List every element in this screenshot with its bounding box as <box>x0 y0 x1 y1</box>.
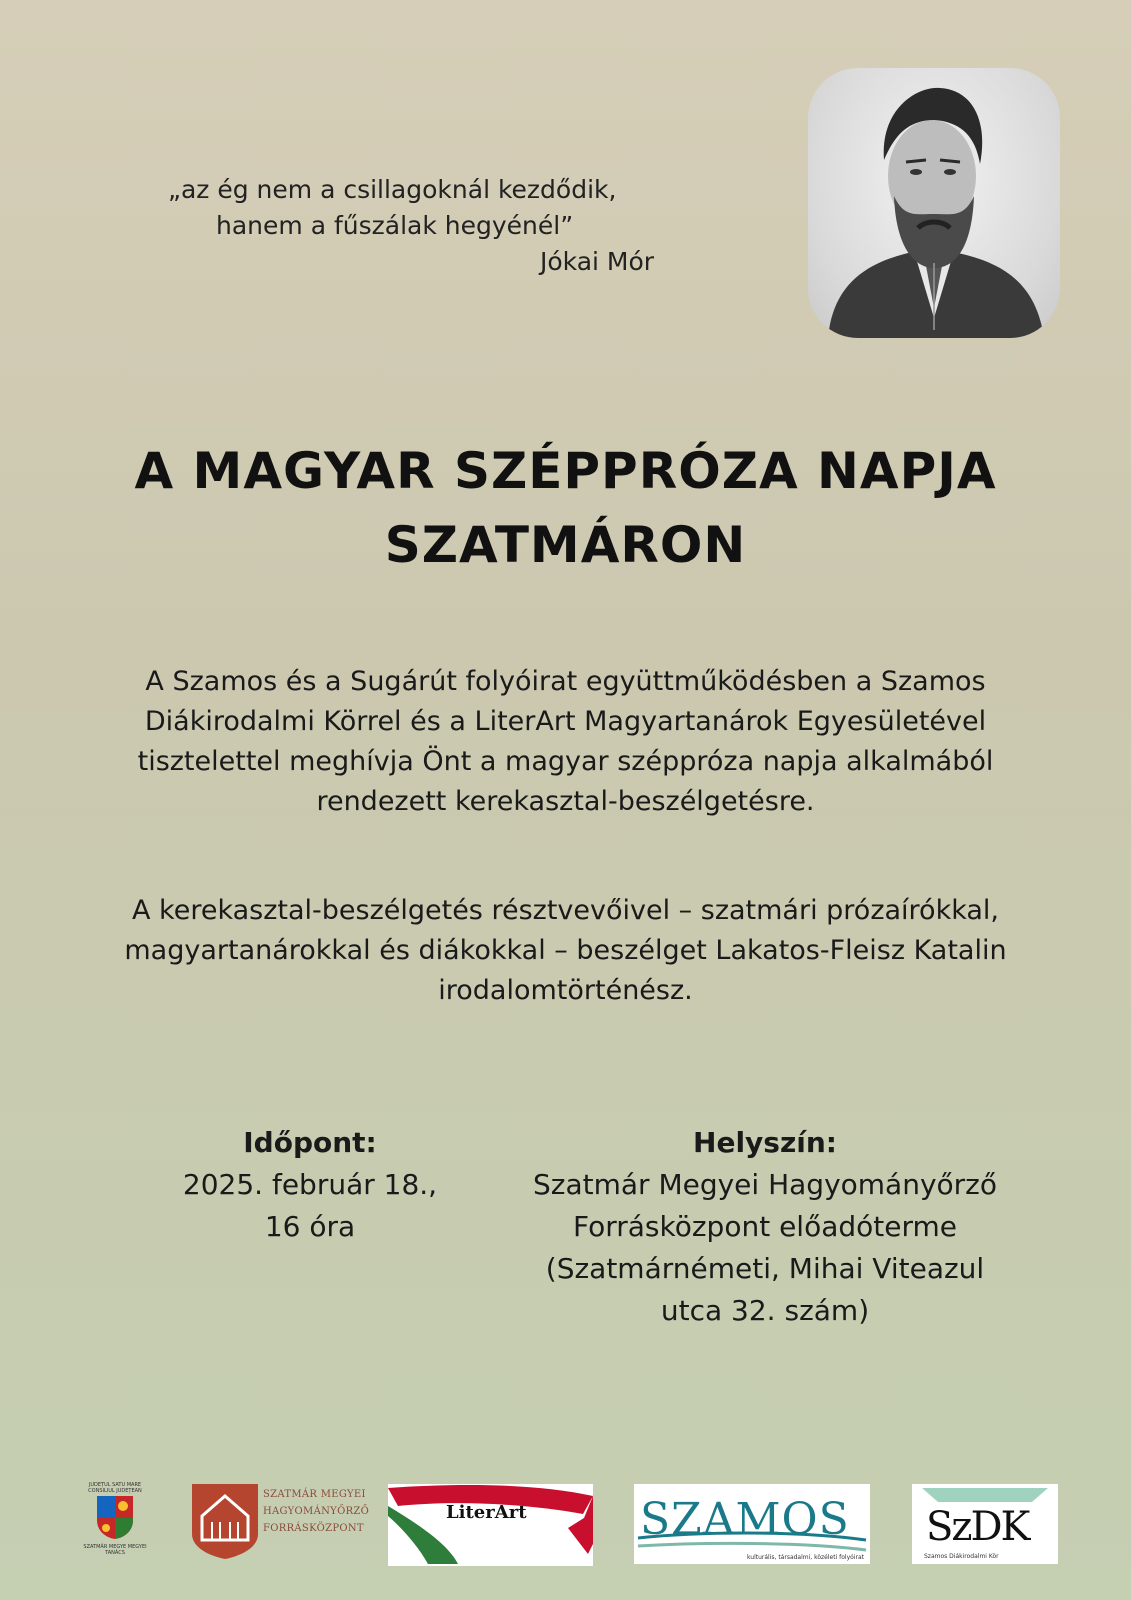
place-block <box>505 1122 1025 1332</box>
county-logo-bottom-text: SZATMÁR MEGYE MEGYEI TANÁCS <box>83 1544 147 1556</box>
literart-logo <box>388 1484 593 1566</box>
county-shield-icon <box>95 1494 135 1540</box>
szamos-name: SZAMOS <box>640 1494 850 1545</box>
quote-block <box>160 172 680 280</box>
quote-line-2: hanem a fűszálak hegyénél” <box>216 211 574 240</box>
szdk-logo <box>912 1484 1058 1564</box>
county-logo-top-text: JUDEȚUL SATU MARE CONSILIUL JUDEȚEAN <box>88 1482 142 1494</box>
quote-author: Jókai Mór <box>540 247 655 276</box>
hag-line-3: FORRÁSKÖZPONT <box>263 1523 364 1534</box>
time-block <box>150 1122 470 1248</box>
invitation-paragraph: A Szamos és a Sugárút folyóirat együttműködésben a Szamos Diákirodalmi Körrel és a LiterArt Magyartanárok Egyesületével tisztelettel meghívja Önt a magyar széppróza napja alkalmából rendezett kerekasztal-beszélgetésre. <box>137 666 994 817</box>
title-line-2: SZATMÁRON <box>384 516 747 574</box>
place-label: Helyszín: <box>693 1126 837 1159</box>
author-portrait <box>808 68 1060 338</box>
szamos-logo <box>634 1484 870 1564</box>
hag-line-2: HAGYOMÁNYŐRZŐ <box>263 1506 370 1517</box>
title-line-1: A MAGYAR SZÉPPRÓZA NAPJA <box>134 442 997 500</box>
time-date: 2025. február 18., <box>182 1168 438 1201</box>
hag-line-1: SZATMÁR MEGYEI <box>263 1489 366 1500</box>
szdk-name: SzDK <box>926 1504 1029 1550</box>
time-label: Időpont: <box>243 1126 377 1159</box>
time-hour: 16 óra <box>264 1210 356 1243</box>
event-title <box>0 434 1131 582</box>
quote-line-1: „az ég nem a csillagoknál kezdődik, <box>168 175 617 204</box>
literart-swoosh-icon <box>388 1484 593 1566</box>
szamos-subtitle: kulturális, társadalmi, közéleti folyóirat <box>746 1554 864 1561</box>
county-council-logo <box>82 1482 148 1568</box>
szdk-subtitle: Szamos Diákirodalmi Kör <box>924 1553 999 1560</box>
hagyomanyorzo-logo <box>190 1482 370 1562</box>
literart-name: LiterArt <box>446 1502 527 1523</box>
hagyomanyorzo-text <box>263 1486 373 1537</box>
szamos-wave-icon <box>634 1484 870 1564</box>
participants-paragraph: A kerekasztal-beszélgetés résztvevőivel – szatmári prózaírókkal, magyartanárokkal és diákokkal – beszélget Lakatos-Fleisz Katalin irodalomtörténész. <box>124 895 1007 1006</box>
place-line-4: utca 32. szám) <box>660 1294 870 1327</box>
house-icon <box>190 1482 260 1560</box>
place-line-3: (Szatmárnémeti, Mihai Viteazul <box>545 1252 985 1285</box>
place-line-2: Forrásközpont előadóterme <box>572 1210 957 1243</box>
portrait-image <box>808 68 1060 338</box>
place-line-1: Szatmár Megyei Hagyományőrző <box>533 1168 997 1201</box>
